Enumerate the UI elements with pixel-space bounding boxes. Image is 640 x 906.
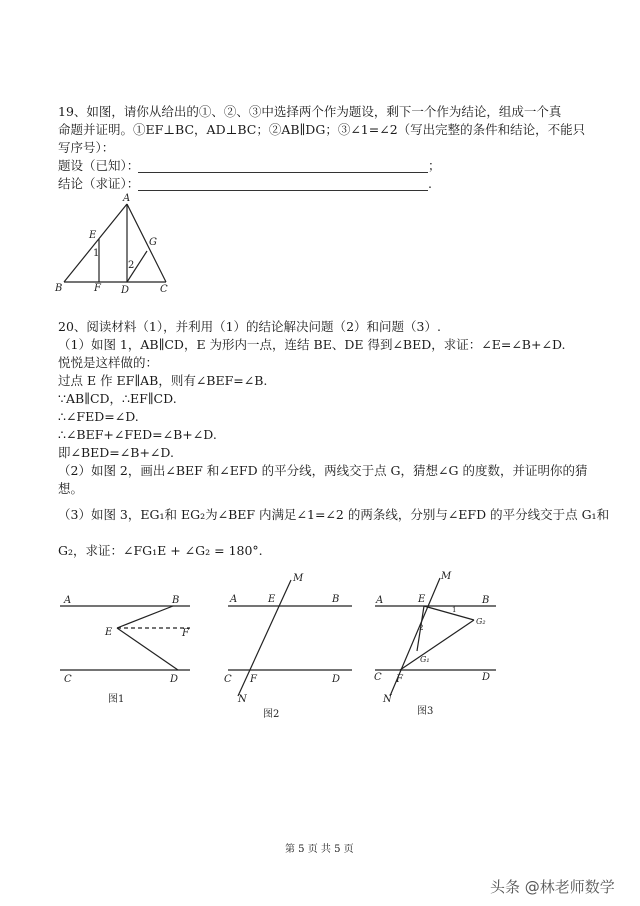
prove-label: 结论（求证）： bbox=[58, 176, 140, 191]
fig3-label-2: 2 bbox=[419, 624, 424, 632]
fig19-label-d: D bbox=[121, 285, 130, 296]
fig3-label-c: C bbox=[374, 672, 382, 683]
q20-line-3: 悦悦是这样做的： bbox=[58, 355, 159, 370]
fig2-label-e: E bbox=[268, 594, 276, 605]
fig3-label-n: N bbox=[383, 694, 392, 705]
fig1-label-c: C bbox=[64, 674, 72, 685]
figure-2 bbox=[228, 580, 352, 696]
fig2-label-n: N bbox=[238, 694, 247, 705]
figure-1 bbox=[60, 606, 190, 670]
fig19-label-b: B bbox=[55, 283, 63, 294]
fig2-label-f: F bbox=[250, 674, 257, 685]
fig3-label-m: M bbox=[441, 571, 452, 582]
fig3-label-e: E bbox=[418, 594, 426, 605]
fig19-ab bbox=[64, 204, 127, 282]
fig3-label-f: F bbox=[396, 674, 403, 685]
given-label: 题设（已知）： bbox=[58, 158, 140, 173]
given-blank[interactable] bbox=[138, 172, 428, 173]
fig19-label-1: 1 bbox=[93, 248, 100, 259]
fig19-label-c: C bbox=[160, 284, 168, 295]
page-footer: 第 5 页 共 5 页 bbox=[285, 844, 354, 855]
fig1-label-d: D bbox=[170, 674, 179, 685]
fig19-ac bbox=[127, 204, 166, 282]
q20-line-5: ∵AB∥CD，∴EF∥CD. bbox=[58, 391, 177, 406]
fig19-label-a: A bbox=[123, 193, 131, 204]
fig3-label-g1: G₁ bbox=[420, 655, 430, 664]
fig2-label-d: D bbox=[332, 674, 341, 685]
fig2-label-m: M bbox=[293, 573, 304, 584]
q20-line-12: G₂，求证：∠FG₁E + ∠G₂ = 180°. bbox=[58, 543, 263, 558]
q20-line-4: 过点 E 作 EF∥AB，则有∠BEF=∠B. bbox=[58, 373, 268, 388]
fig3-label-g2: G₂ bbox=[476, 617, 486, 626]
fig3-caption: 图3 bbox=[417, 706, 434, 717]
prove-blank[interactable] bbox=[138, 190, 428, 191]
q20-line-9: （2）如图 2，画出∠BEF 和∠EFD 的平分线，两线交于点 G，猜想∠G 的度数，并证明你的猜 bbox=[58, 463, 588, 478]
watermark: 头条 @林老师数学 bbox=[490, 878, 615, 896]
fig19-label-2: 2 bbox=[128, 260, 135, 271]
fig1-caption: 图1 bbox=[108, 694, 125, 705]
fig2-label-c: C bbox=[224, 674, 232, 685]
fig3-label-b: B bbox=[482, 595, 490, 606]
fig1-label-e: E bbox=[105, 627, 113, 638]
q20-line-7: ∴∠BEF+∠FED=∠B+∠D. bbox=[58, 427, 217, 442]
fig19-label-e: E bbox=[89, 230, 97, 241]
fig1-label-a: A bbox=[64, 595, 72, 606]
fig3-label-1: 1 bbox=[452, 606, 457, 614]
fig2-label-a: A bbox=[230, 594, 238, 605]
fig3-label-a: A bbox=[376, 595, 384, 606]
prove-end: . bbox=[428, 176, 432, 191]
fig19-label-f: F bbox=[94, 283, 101, 294]
q20-line-1: 20、阅读材料（1），并利用（1）的结论解决问题（2）和问题（3）. bbox=[58, 319, 441, 334]
fig2-caption: 图2 bbox=[263, 709, 280, 720]
fig19-dg bbox=[127, 251, 147, 282]
fig2-label-b: B bbox=[332, 594, 340, 605]
q19-line-1: 19、如图，请你从给出的①、②、③中选择两个作为题设，剩下一个作为结论，组成一个真 bbox=[58, 104, 562, 119]
q19-line-3: 写序号）： bbox=[58, 140, 115, 155]
q20-line-2: （1）如图 1，AB∥CD，E 为形内一点，连结 BE、DE 得到∠BED，求证：∠E=∠B+∠D. bbox=[58, 337, 566, 352]
given-end: ； bbox=[428, 158, 441, 173]
q19-line-2: 命题并证明。①EF⊥BC，AD⊥BC；②AB∥DG；③∠1=∠2（写出完整的条件和结论，不能只 bbox=[58, 122, 586, 137]
figure-3 bbox=[375, 578, 496, 696]
q20-line-11: （3）如图 3，EG₁和 EG₂为∠BEF 内满足∠1=∠2 的两条线，分别与∠EFD 的平分线交于点 G₁和 bbox=[58, 507, 610, 522]
fig3-label-d: D bbox=[482, 672, 491, 683]
fig1-label-f: F bbox=[182, 628, 189, 639]
q20-line-10: 想。 bbox=[58, 481, 84, 496]
q20-line-8: 即∠BED=∠B+∠D. bbox=[58, 445, 174, 460]
fig19-label-g: G bbox=[149, 237, 157, 248]
fig1-label-b: B bbox=[172, 595, 180, 606]
q20-line-6: ∴∠FED=∠D. bbox=[58, 409, 139, 424]
